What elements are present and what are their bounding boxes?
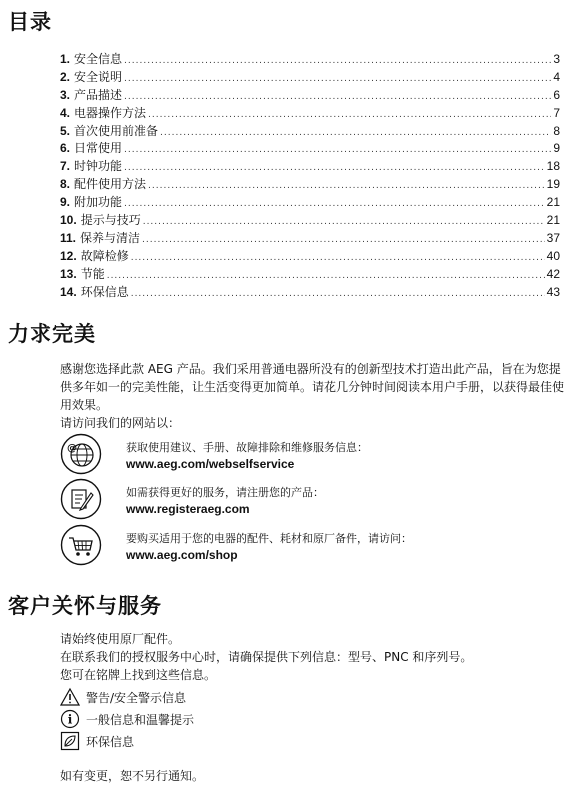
intro-paragraph: 感谢您选择此款 AEG 产品。我们采用普通电器所没有的创新型技术打造出此产品，旨在为您提供多年如一的完美性能，让生活变得更加简单。请花几分钟时间阅读本用户手册，以获得最佳使用效果。	[60, 362, 565, 412]
symbol-label: 一般信息和温馨提示	[86, 712, 195, 727]
toc-item-number: 12.	[60, 248, 77, 263]
toc-item-page: 43	[546, 284, 560, 299]
toc-leader-dots	[148, 107, 551, 125]
toc-item[interactable]	[60, 212, 560, 230]
symbol-label: 环保信息	[86, 734, 135, 749]
toc-leader-dots	[124, 53, 551, 71]
toc-item-number: 2.	[60, 69, 71, 84]
toc-item-page: 21	[546, 213, 560, 228]
toc-item[interactable]	[60, 284, 560, 302]
toc-item-page: 21	[546, 195, 560, 210]
toc-item-page: 37	[546, 230, 560, 245]
toc-item-title: 产品描述	[74, 87, 123, 102]
website-text-block	[126, 439, 368, 473]
website-row-register	[60, 478, 560, 522]
toc-item[interactable]	[60, 230, 560, 248]
website-row-shop	[60, 524, 560, 568]
toc-leader-dots	[107, 268, 545, 286]
toc-item-number: 13.	[60, 266, 77, 281]
symbol-label: 警告/安全警示信息	[86, 690, 187, 705]
toc-leader-dots	[124, 142, 551, 160]
symbol-row-info	[60, 709, 194, 729]
website-link[interactable]: www.registeraeg.com	[126, 502, 250, 516]
info-icon	[60, 709, 80, 729]
toc-item-number: 4.	[60, 105, 71, 120]
register-icon	[60, 478, 102, 520]
toc-leader-dots	[124, 160, 545, 178]
toc-item-title: 安全说明	[74, 69, 123, 84]
leaf-icon	[60, 731, 80, 751]
toc-heading: 目录	[8, 10, 52, 34]
toc-item-number: 3.	[60, 87, 71, 102]
toc-item-title: 首次使用前准备	[74, 123, 159, 138]
toc-leader-dots	[148, 178, 545, 196]
toc-item-number: 1.	[60, 52, 71, 66]
change-notice: 如有变更，恕不另行通知。	[60, 769, 205, 783]
visit-website-line: 请访问我们的网站以：	[60, 416, 181, 430]
toc-item[interactable]	[60, 176, 560, 194]
toc-list	[60, 51, 560, 301]
toc-item-page: 9	[553, 141, 560, 156]
toc-item-number: 8.	[60, 177, 71, 192]
toc-item-title: 电器操作方法	[74, 105, 147, 120]
care-line: 您可在铭牌上找到这些信息。	[60, 668, 217, 682]
toc-item[interactable]	[60, 105, 560, 123]
toc-item-title: 附加功能	[74, 195, 123, 210]
toc-item[interactable]	[60, 69, 560, 87]
toc-item[interactable]	[60, 158, 560, 176]
toc-item-number: 11.	[60, 230, 77, 245]
website-description: 获取使用建议、手册、故障排除和维修服务信息：	[126, 441, 368, 454]
customer-care-text	[60, 630, 565, 684]
toc-item-title: 保养与清洁	[80, 230, 141, 245]
toc-item-title: 故障检修	[80, 248, 129, 263]
toc-item-page: 19	[546, 177, 560, 192]
toc-item-title: 安全信息	[74, 52, 123, 66]
toc-item[interactable]	[60, 123, 560, 141]
toc-leader-dots	[124, 89, 551, 107]
website-description: 如需获得更好的服务，请注册您的产品：	[126, 486, 324, 499]
toc-item-number: 14.	[60, 284, 77, 299]
symbol-row-warning	[60, 687, 186, 707]
toc-item-page: 8	[553, 123, 560, 138]
perfection-heading: 力求完美	[8, 322, 96, 346]
cart-icon	[60, 524, 102, 566]
toc-leader-dots	[160, 125, 551, 143]
customer-care-heading: 客户关怀与服务	[8, 594, 162, 618]
toc-item-page: 42	[546, 266, 560, 281]
warning-icon	[60, 687, 80, 707]
toc-item-title: 节能	[80, 266, 105, 281]
toc-leader-dots	[131, 286, 545, 304]
toc-leader-dots	[142, 232, 545, 250]
website-description: 要购买适用于您的电器的配件、耗材和原厂备件，请访问：	[126, 532, 412, 545]
toc-leader-dots	[131, 250, 545, 268]
toc-item-number: 9.	[60, 195, 71, 210]
care-line: 在联系我们的授权服务中心时，请确保提供下列信息：型号、PNC 和序列号。	[60, 650, 473, 664]
toc-item-title: 环保信息	[80, 284, 129, 299]
toc-leader-dots	[124, 71, 551, 89]
website-link[interactable]: www.aeg.com/shop	[126, 548, 238, 562]
toc-leader-dots	[143, 214, 545, 232]
toc-item-title: 日常使用	[74, 141, 123, 156]
toc-item[interactable]	[60, 266, 560, 284]
website-text-block	[126, 530, 412, 564]
globe-icon	[60, 433, 102, 475]
website-text-block	[126, 484, 324, 518]
toc-item-page: 40	[546, 248, 560, 263]
toc-item-page: 7	[553, 105, 560, 120]
toc-item-title: 时钟功能	[74, 159, 123, 174]
toc-item[interactable]	[60, 194, 560, 212]
toc-item[interactable]	[60, 51, 560, 69]
website-row-webselfservice	[60, 433, 560, 477]
toc-item[interactable]	[60, 248, 560, 266]
svg-text:@: @	[67, 443, 77, 454]
symbol-row-environment	[60, 731, 134, 751]
toc-item-number: 7.	[60, 159, 71, 174]
care-line: 请始终使用原厂配件。	[60, 632, 181, 646]
toc-item-title: 配件使用方法	[74, 177, 147, 192]
toc-item-number: 6.	[60, 141, 71, 156]
toc-item-page: 18	[546, 159, 560, 174]
toc-item[interactable]	[60, 140, 560, 158]
toc-item-page: 3	[553, 52, 560, 66]
toc-leader-dots	[124, 196, 545, 214]
toc-item[interactable]	[60, 87, 560, 105]
toc-item-number: 10.	[60, 213, 77, 228]
toc-item-number: 5.	[60, 123, 71, 138]
toc-item-page: 4	[553, 69, 560, 84]
toc-item-title: 提示与技巧	[80, 213, 141, 228]
toc-item-page: 6	[553, 87, 560, 102]
svg-text:i: i	[67, 712, 73, 727]
website-link[interactable]: www.aeg.com/webselfservice	[126, 457, 295, 471]
